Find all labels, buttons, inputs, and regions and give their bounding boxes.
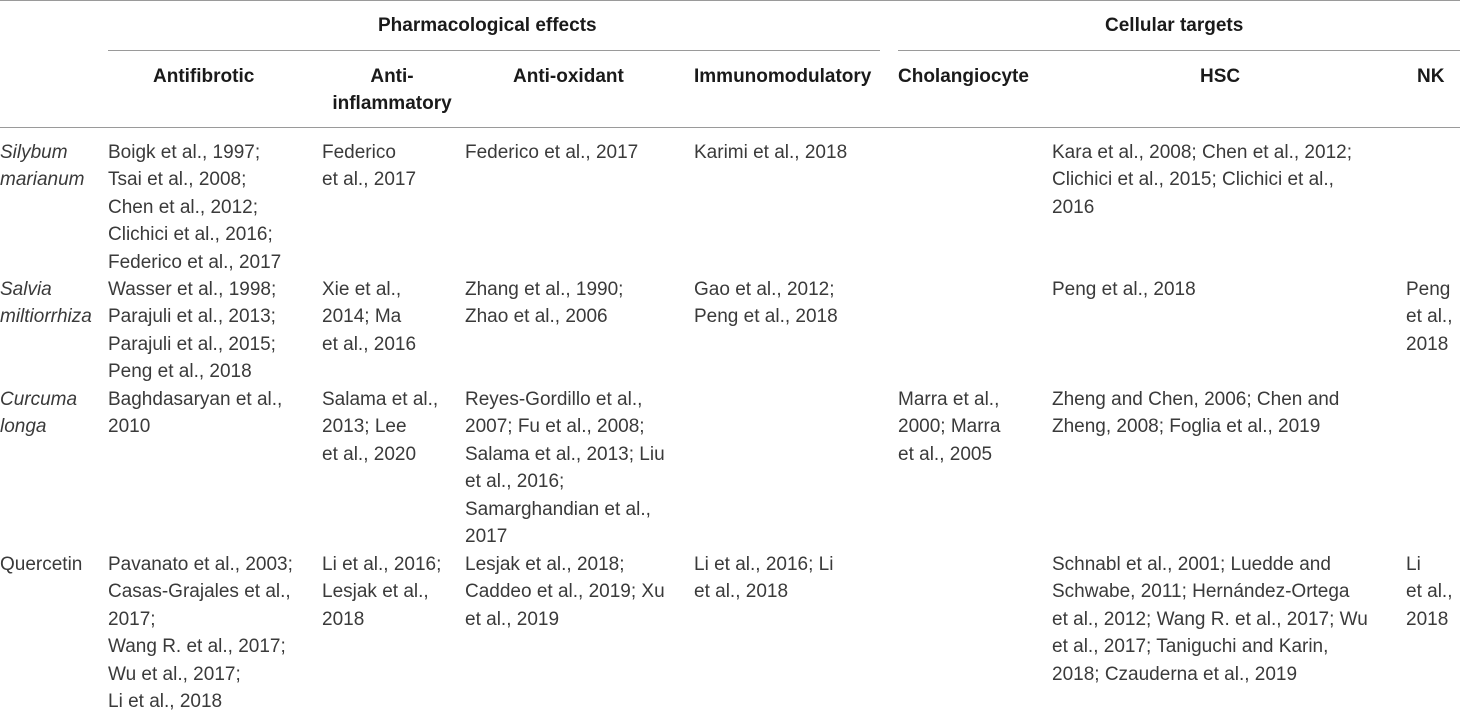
cell-anti-inflammatory: Li et al., 2016; Lesjak et al., 2018 (322, 554, 442, 630)
cellular-group-rule (898, 50, 1460, 51)
cell-anti-inflammatory: Xie et al., 2014; Ma et al., 2016 (322, 279, 417, 355)
cell-hsc: Schnabl et al., 2001; Luedde and Schwabe, 2011; Hernández-Ortega et al., 2012; Wang R. et al., 2017; Wu et al., 2017; Taniguchi and Karin, 2018; Czauderna et al., 2019 (1052, 554, 1368, 685)
column-header-cholangiocyte: Cholangiocyte (898, 66, 1029, 87)
row-name: Silybum marianum (0, 142, 85, 191)
column-header-anti-oxidant: Anti-oxidant (513, 66, 624, 87)
cell-antifibrotic: Wasser et al., 1998; Parajuli et al., 2013; Parajuli et al., 2015; Peng et al., 2018 (108, 279, 277, 383)
top-rule (0, 0, 1460, 1)
column-header-immunomodulatory: Immunomodulatory (694, 66, 872, 87)
header-bottom-rule (0, 127, 1460, 128)
cell-anti-inflammatory: Federico et al., 2017 (322, 142, 417, 191)
cell-immunomodulatory: Li et al., 2016; Li et al., 2018 (694, 554, 834, 603)
cell-immunomodulatory: Karimi et al., 2018 (694, 142, 848, 163)
row-name: Salvia miltiorrhiza (0, 279, 92, 328)
cell-hsc: Peng et al., 2018 (1052, 279, 1196, 300)
cell-hsc: Kara et al., 2008; Chen et al., 2012; Clichici et al., 2015; Clichici et al., 2016 (1052, 142, 1352, 218)
row-name: Quercetin (0, 554, 83, 575)
cell-anti-inflammatory: Salama et al., 2013; Lee et al., 2020 (322, 389, 439, 465)
cell-immunomodulatory: Gao et al., 2012; Peng et al., 2018 (694, 279, 838, 328)
cell-nk: Li et al., 2018 (1406, 554, 1453, 630)
group-header-pharmacological: Pharmacological effects (378, 15, 597, 36)
column-header-anti-inflammatory: Anti- inflammatory (332, 66, 452, 114)
pharmacological-group-rule (108, 50, 880, 51)
cell-antifibrotic: Baghdasaryan et al., 2010 (108, 389, 283, 438)
cell-hsc: Zheng and Chen, 2006; Chen and Zheng, 2008; Foglia et al., 2019 (1052, 389, 1340, 438)
cell-anti-oxidant: Federico et al., 2017 (465, 142, 639, 163)
group-header-cellular: Cellular targets (1105, 15, 1244, 36)
column-header-nk: NK (1417, 66, 1445, 87)
cell-anti-oxidant: Zhang et al., 1990; Zhao et al., 2006 (465, 279, 624, 328)
cell-anti-oxidant: Lesjak et al., 2018; Caddeo et al., 2019; Xu et al., 2019 (465, 554, 665, 630)
row-name: Curcuma longa (0, 389, 78, 438)
cell-anti-oxidant: Reyes-Gordillo et al., 2007; Fu et al., 2008; Salama et al., 2013; Liu et al., 2016; Samarghandian et al., 2017 (465, 389, 665, 548)
cell-nk: Peng et al., 2018 (1406, 279, 1453, 355)
column-header-antifibrotic: Antifibrotic (153, 66, 255, 87)
column-header-hsc: HSC (1200, 66, 1241, 87)
cell-antifibrotic: Boigk et al., 1997; Tsai et al., 2008; Chen et al., 2012; Clichici et al., 2016; Federico et al., 2017 (108, 142, 282, 273)
cell-cholangiocyte: Marra et al., 2000; Marra et al., 2005 (898, 389, 1001, 465)
cell-antifibrotic: Pavanato et al., 2003; Casas-Grajales et al., 2017; Wang R. et al., 2017; Wu et al., 2017; Li et al., 2018 (108, 554, 293, 713)
